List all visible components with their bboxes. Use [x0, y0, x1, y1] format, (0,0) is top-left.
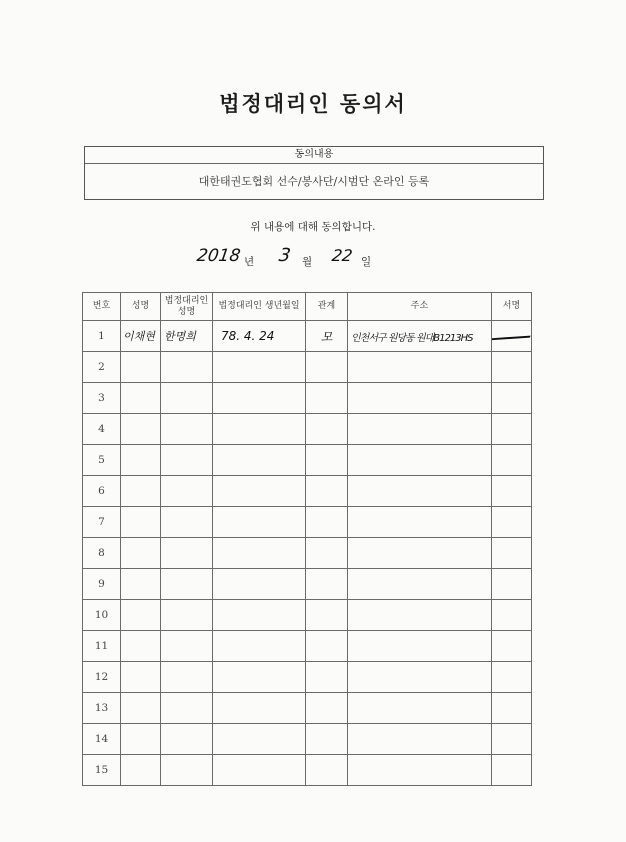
row-guardian-birth	[213, 724, 306, 755]
row-name	[121, 662, 161, 693]
row-number: 8	[83, 538, 121, 569]
row-guardian-birth	[213, 662, 306, 693]
header-guardian-name-label: 법정대리인 성명	[164, 295, 209, 317]
row-number: 7	[83, 507, 121, 538]
row-guardian-name	[161, 538, 213, 569]
table-row	[83, 755, 532, 786]
row-guardian-name	[161, 445, 213, 476]
row-guardian-birth	[213, 352, 306, 383]
row-name	[121, 538, 161, 569]
date-year-unit: 년	[244, 256, 255, 268]
row-number: 2	[83, 352, 121, 383]
row-signature	[492, 476, 532, 507]
guardian-roster-table	[82, 292, 532, 786]
table-row	[83, 693, 532, 724]
row-guardian-birth	[213, 631, 306, 662]
row-guardian-name	[161, 693, 213, 724]
row-relation	[306, 445, 348, 476]
signature-scribble	[492, 323, 532, 340]
row-name	[121, 383, 161, 414]
row-signature	[492, 724, 532, 755]
row-signature	[492, 414, 532, 445]
row-signature	[492, 569, 532, 600]
row-name	[121, 755, 161, 786]
table-row	[83, 662, 532, 693]
table-row	[83, 414, 532, 445]
row-relation	[306, 569, 348, 600]
row-relation: 모	[306, 321, 348, 352]
table-row	[83, 445, 532, 476]
row-address	[348, 538, 492, 569]
table-header-row	[83, 293, 532, 321]
row-name	[121, 631, 161, 662]
date-day-handwritten: 22	[330, 246, 354, 265]
row-name	[121, 507, 161, 538]
row-name	[121, 414, 161, 445]
row-relation	[306, 507, 348, 538]
consent-box-header: 동의내용	[85, 147, 543, 164]
row-name	[121, 724, 161, 755]
row-number: 15	[83, 755, 121, 786]
row-address	[348, 507, 492, 538]
row-guardian-birth	[213, 693, 306, 724]
row-guardian-name	[161, 383, 213, 414]
row-guardian-name	[161, 476, 213, 507]
row-guardian-name	[161, 569, 213, 600]
row-guardian-birth: 78. 4. 24	[213, 321, 306, 352]
row-relation	[306, 693, 348, 724]
header-number: 번호	[83, 293, 121, 321]
row-number: 1	[83, 321, 121, 352]
table-row	[83, 383, 532, 414]
row-address	[348, 445, 492, 476]
row-relation	[306, 383, 348, 414]
table-row	[83, 507, 532, 538]
row-signature	[492, 600, 532, 631]
date-month-unit: 월	[302, 256, 313, 268]
row-guardian-birth	[213, 383, 306, 414]
row-signature	[492, 693, 532, 724]
row-name	[121, 569, 161, 600]
row-signature	[492, 662, 532, 693]
row-guardian-name	[161, 631, 213, 662]
row-signature	[492, 383, 532, 414]
row-guardian-birth	[213, 445, 306, 476]
row-number: 14	[83, 724, 121, 755]
row-signature	[492, 352, 532, 383]
row-guardian-name	[161, 352, 213, 383]
row-number: 5	[83, 445, 121, 476]
row-guardian-birth	[213, 507, 306, 538]
row-guardian-birth	[213, 600, 306, 631]
header-relation: 관계	[306, 293, 348, 321]
row-signature	[492, 755, 532, 786]
table-body	[83, 321, 532, 786]
row-relation	[306, 755, 348, 786]
row-signature	[492, 631, 532, 662]
row-address	[348, 662, 492, 693]
consent-box-content: 대한태권도협회 선수/봉사단/시범단 온라인 등록	[198, 175, 430, 188]
row-relation	[306, 538, 348, 569]
row-guardian-name	[161, 662, 213, 693]
consent-box	[84, 146, 544, 200]
row-signature	[492, 538, 532, 569]
row-relation	[306, 476, 348, 507]
row-name	[121, 693, 161, 724]
row-name: 이채현	[121, 321, 161, 352]
row-name	[121, 352, 161, 383]
row-address	[348, 569, 492, 600]
row-signature	[492, 445, 532, 476]
table-row	[83, 724, 532, 755]
row-relation	[306, 600, 348, 631]
row-address	[348, 693, 492, 724]
header-signature: 서명	[492, 293, 532, 321]
row-relation	[306, 631, 348, 662]
date-day-unit: 일	[361, 256, 372, 268]
row-address	[348, 755, 492, 786]
row-number: 3	[83, 383, 121, 414]
row-address: 인천서구 원당동 원대B1213HS	[348, 321, 492, 352]
row-address	[348, 476, 492, 507]
header-guardian-birth-label: 법정대리인 생년월일	[218, 301, 300, 311]
row-relation	[306, 724, 348, 755]
row-address	[348, 631, 492, 662]
row-guardian-birth	[213, 569, 306, 600]
row-guardian-name: 한명희	[161, 321, 213, 352]
date-month-handwritten: 3	[277, 245, 292, 266]
row-number: 6	[83, 476, 121, 507]
table-row	[83, 600, 532, 631]
table-row	[83, 631, 532, 662]
row-guardian-birth	[213, 414, 306, 445]
document-title: 법정대리인 동의서	[219, 91, 407, 116]
row-signature	[492, 321, 532, 352]
row-guardian-name	[161, 600, 213, 631]
agreement-text: 위 내용에 대해 동의합니다.	[250, 221, 376, 233]
row-signature	[492, 507, 532, 538]
row-guardian-name	[161, 507, 213, 538]
row-address	[348, 414, 492, 445]
row-guardian-birth	[213, 755, 306, 786]
row-relation	[306, 662, 348, 693]
row-address	[348, 600, 492, 631]
row-number: 9	[83, 569, 121, 600]
row-address	[348, 724, 492, 755]
row-name	[121, 600, 161, 631]
header-address: 주소	[348, 293, 492, 321]
row-relation	[306, 352, 348, 383]
table-row	[83, 476, 532, 507]
row-guardian-name	[161, 755, 213, 786]
table-row	[83, 538, 532, 569]
row-name	[121, 476, 161, 507]
table-row	[83, 321, 532, 352]
table-row	[83, 352, 532, 383]
row-name	[121, 445, 161, 476]
row-number: 4	[83, 414, 121, 445]
row-relation	[306, 414, 348, 445]
row-guardian-birth	[213, 476, 306, 507]
row-number: 13	[83, 693, 121, 724]
row-guardian-birth	[213, 538, 306, 569]
date-line	[0, 246, 626, 270]
header-guardian-name	[161, 293, 213, 321]
row-number: 12	[83, 662, 121, 693]
header-guardian-birth	[213, 293, 306, 321]
header-name: 성명	[121, 293, 161, 321]
row-guardian-name	[161, 724, 213, 755]
row-number: 11	[83, 631, 121, 662]
row-number: 10	[83, 600, 121, 631]
row-address	[348, 383, 492, 414]
table-row	[83, 569, 532, 600]
row-guardian-name	[161, 414, 213, 445]
date-year-handwritten: 2018	[195, 246, 242, 266]
row-address	[348, 352, 492, 383]
